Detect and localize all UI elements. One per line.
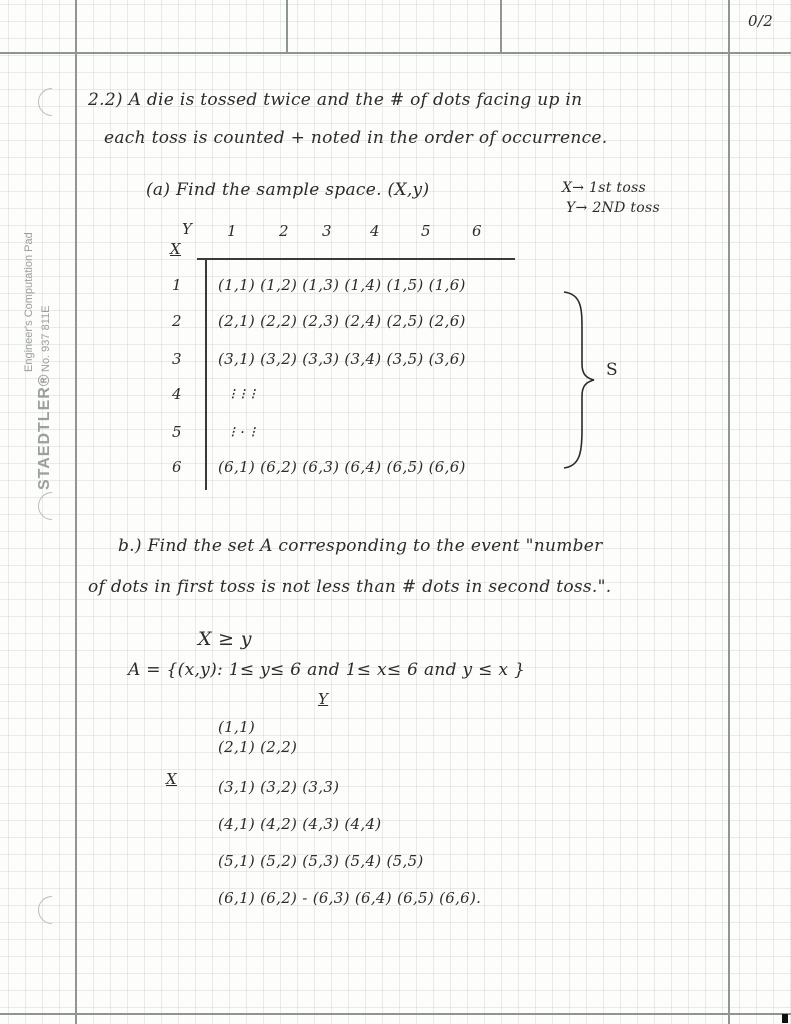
pad-branding [14, 170, 62, 490]
sample-space-row: ⁝ · ⁝ [230, 423, 256, 441]
problem-line-1: 2.2) A die is tossed twice and the # of dots facing up in [88, 90, 583, 110]
row-header: 6 [172, 458, 182, 476]
row-header: 5 [172, 423, 182, 441]
table-row-rule [205, 258, 207, 490]
pad-name: Engineer's Computation Pad [23, 232, 35, 372]
table-header-rule [197, 258, 515, 260]
column-header: 6 [472, 222, 482, 240]
sample-space-row: (3,1) (3,2) (3,3) (3,4) (3,5) (3,6) [218, 350, 466, 368]
sample-space-row: (1,1) (1,2) (1,3) (1,4) (1,5) (1,6) [218, 276, 466, 294]
pad-model-number: No. 937 811E [40, 305, 52, 372]
note-x-first-toss: X→ 1st toss [562, 180, 647, 196]
binder-hole [38, 88, 66, 116]
problem-line-2: each toss is counted + noted in the order of occurrence. [104, 128, 608, 148]
set-a-row: (5,1) (5,2) (5,3) (5,4) (5,5) [218, 852, 424, 870]
set-a-row: (3,1) (3,2) (3,3) [218, 778, 340, 796]
footer-rule [0, 1013, 791, 1015]
row-header: 3 [172, 350, 182, 368]
binder-hole [38, 896, 66, 924]
header-divider [75, 0, 77, 52]
margin-rule-left [75, 52, 77, 1024]
row-header: 2 [172, 312, 182, 330]
table-x-axis-label: X [170, 240, 181, 258]
edge-mark [782, 1014, 788, 1023]
column-header: 1 [227, 222, 237, 240]
set-a-row: (4,1) (4,2) (4,3) (4,4) [218, 815, 382, 833]
part-b-line-1: b.) Find the set A corresponding to the event "number [118, 536, 603, 556]
page-number: 0/2 [748, 12, 774, 30]
column-header: 3 [322, 222, 332, 240]
margin-rule-right [728, 0, 730, 1024]
column-header: 4 [370, 222, 380, 240]
set-a-definition: A = {(x,y): 1≤ y≤ 6 and 1≤ x≤ 6 and y ≤ x } [128, 660, 526, 680]
set-a-row: (1,1) [218, 718, 256, 736]
part-a-prompt: (a) Find the sample space. (X,y) [146, 180, 430, 200]
sample-space-label: S [606, 360, 618, 380]
sample-space-row: (2,1) (2,2) (2,3) (2,4) (2,5) (2,6) [218, 312, 466, 330]
set-a-row: (2,1) (2,2) [218, 738, 298, 756]
set-a-row: (6,1) (6,2) - (6,3) (6,4) (6,5) (6,6). [218, 889, 482, 907]
column-header: 5 [421, 222, 431, 240]
header-divider [286, 0, 288, 52]
event-condition: X ≥ y [198, 628, 252, 650]
row-header: 1 [172, 276, 182, 294]
header-rule [0, 52, 791, 54]
sample-space-brace [560, 290, 600, 470]
row-header: 4 [172, 385, 182, 403]
brand-logo: STAEDTLER® [36, 373, 53, 490]
sample-space-row: ⁝ ⁝ ⁝ [230, 385, 256, 403]
part-b-line-2: of dots in first toss is not less than # dots in second toss.". [88, 577, 612, 597]
column-header: 2 [279, 222, 289, 240]
note-y-second-toss: Y→ 2ND toss [566, 200, 660, 216]
binder-hole [38, 492, 66, 520]
header-divider [500, 0, 502, 52]
sample-space-row: (6,1) (6,2) (6,3) (6,4) (6,5) (6,6) [218, 458, 466, 476]
set-a-x-label: X [166, 770, 177, 788]
set-a-y-label: Y [318, 690, 329, 708]
table-y-axis-label: Y [182, 220, 193, 238]
